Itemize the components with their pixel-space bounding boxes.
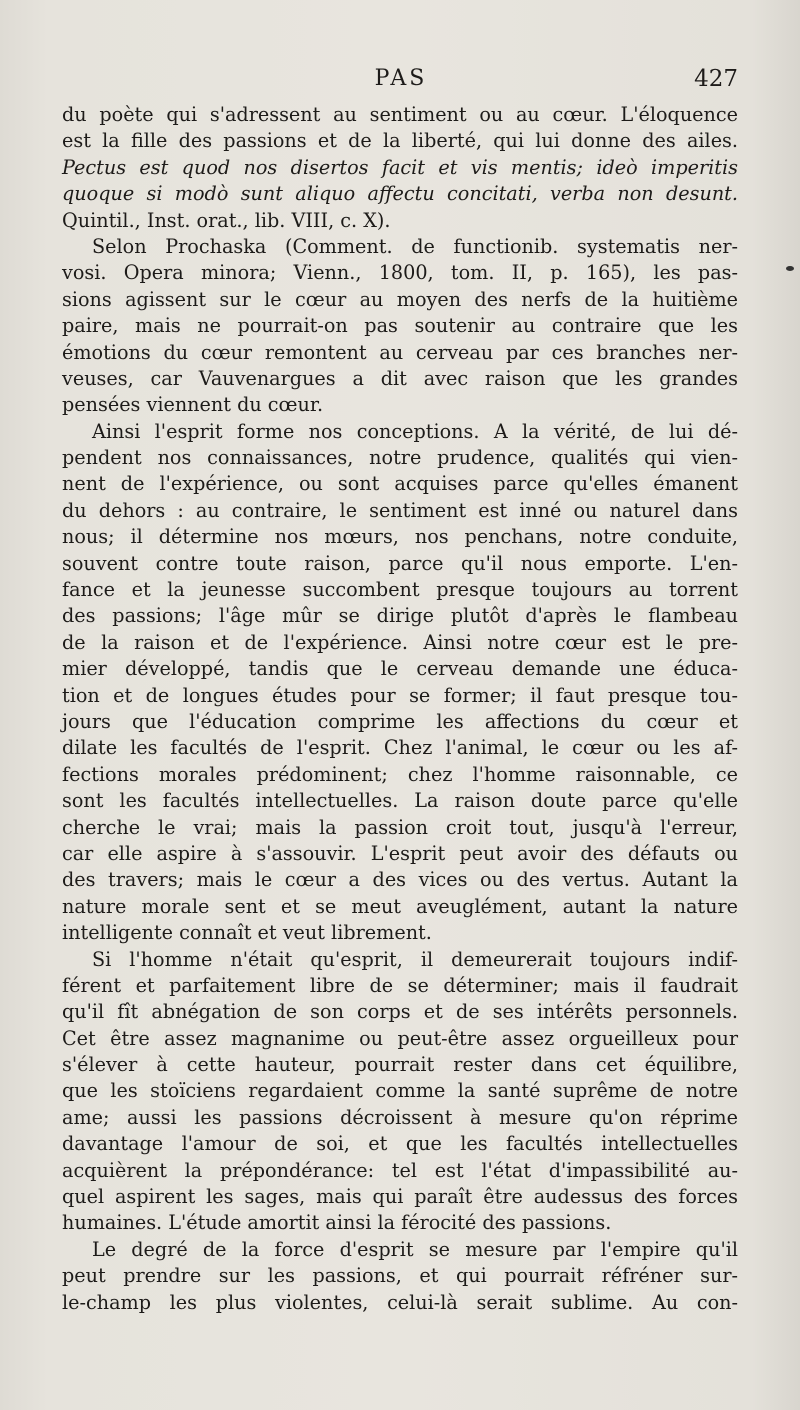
text-line: nous; il détermine nos mœurs, nos penchans, notre conduite,	[62, 525, 738, 549]
text-line: qu'il fît abnégation de son corps et de ses intérêts personnels.	[62, 1000, 738, 1024]
text-line: émotions du cœur remontent au cerveau par ces branches ner-	[62, 340, 738, 364]
text-line: quel aspirent les sages, mais qui paraît être audessus des forces	[62, 1185, 738, 1209]
text-line: de la raison et de l'expérience. Ainsi notre cœur est le pre-	[62, 630, 738, 654]
text-line: cherche le vrai; mais la passion croit tout, jusqu'à l'erreur,	[62, 815, 738, 839]
text-line: du dehors : au contraire, le sentiment est inné ou naturel dans	[62, 498, 738, 522]
text-line: le-champ les plus violentes, celui-là serait sublime. Au con-	[62, 1290, 738, 1314]
page-header	[62, 66, 740, 96]
text-line: acquièrent la prépondérance: tel est l'état d'impassibilité au-	[62, 1158, 738, 1182]
text-line: pensées viennent du cœur.	[62, 393, 324, 417]
text-line: s'élever à cette hauteur, pourrait rester dans cet équilibre,	[62, 1053, 738, 1077]
text-line: sont les facultés intellectuelles. La raison doute parce qu'elle	[62, 789, 738, 813]
text-line: peut prendre sur les passions, et qui pourrait réfréner sur-	[62, 1264, 738, 1288]
text-line: des travers; mais le cœur a des vices ou des vertus. Autant la	[62, 868, 738, 892]
text-line: Quintil., Inst. orat., lib. VIII, c. X).	[62, 208, 391, 232]
text-line: jours que l'éducation comprime les affections du cœur et	[62, 709, 738, 733]
text-line: pendent nos connaissances, notre prudence, qualités qui vien-	[62, 446, 738, 470]
text-line: humaines. L'étude amortit ainsi la férocité des passions.	[62, 1211, 612, 1235]
text-line: Ainsi l'esprit forme nos conceptions. A la vérité, de lui dé-	[92, 419, 738, 443]
text-line: Le degré de la force d'esprit se mesure par l'empire qu'il	[92, 1237, 738, 1261]
text-line: vosi. Opera minora; Vienn., 1800, tom. II, p. 165), les pas-	[62, 261, 738, 285]
text-line: que les stoïciens regardaient comme la santé suprême de notre	[62, 1079, 738, 1103]
text-line: Cet être assez magnanime ou peut-être assez orgueilleux pour	[62, 1026, 738, 1050]
text-line: fance et la jeunesse succombent presque toujours au torrent	[62, 578, 738, 602]
text-line: des passions; l'âge mûr se dirige plutôt d'après le flambeau	[62, 604, 738, 628]
page-number: 427	[694, 66, 738, 92]
text-line: intelligente connaît et veut librement.	[62, 921, 432, 945]
text-line: veuses, car Vauvenargues a dit avec raison que les grandes	[62, 366, 738, 390]
text-line: Selon Prochaska (Comment. de functionib. systematis ner-	[92, 234, 738, 258]
text-line: souvent contre toute raison, parce qu'il nous emporte. L'en-	[62, 551, 738, 575]
text-line: ame; aussi les passions décroissent à mesure qu'on réprime	[62, 1105, 738, 1129]
body-text	[62, 102, 738, 1316]
text-line: davantage l'amour de soi, et que les facultés intellectuelles	[62, 1132, 738, 1156]
text-line: dilate les facultés de l'esprit. Chez l'animal, le cœur ou les af-	[62, 736, 738, 760]
text-line: nent de l'expérience, ou sont acquises parce qu'elles émanent	[62, 472, 738, 496]
text-line: mier développé, tandis que le cerveau demande une éduca-	[62, 657, 738, 681]
text-line: sions agissent sur le cœur au moyen des nerfs de la huitième	[62, 287, 738, 311]
text-line: du poète qui s'adressent au sentiment ou au cœur. L'éloquence	[62, 103, 738, 126]
margin-ink-mark	[786, 266, 794, 271]
text-line: paire, mais ne pourrait-on pas soutenir au contraire que les	[62, 314, 738, 338]
text-line: tion et de longues études pour se former; il faut presque tou-	[62, 683, 738, 707]
text-line: car elle aspire à s'assouvir. L'esprit peut avoir des défauts ou	[62, 841, 738, 865]
text-line: férent et parfaitement libre de se déterminer; mais il faudrait	[62, 973, 738, 997]
text-line: Pectus est quod nos disertos facit et vis mentis; ideò imperitis	[62, 155, 738, 179]
text-line: fections morales prédominent; chez l'homme raisonnable, ce	[62, 762, 738, 786]
text-line: nature morale sent et se meut aveuglément, autant la nature	[62, 894, 738, 918]
running-head: PAS	[374, 66, 428, 91]
text-line: quoque si modò sunt aliquo affectu concitati, verba non desunt.	[62, 182, 738, 206]
text-line: Si l'homme n'était qu'esprit, il demeurerait toujours indif-	[92, 947, 738, 971]
text-line: est la fille des passions et de la liberté, qui lui donne des ailes.	[62, 129, 738, 153]
